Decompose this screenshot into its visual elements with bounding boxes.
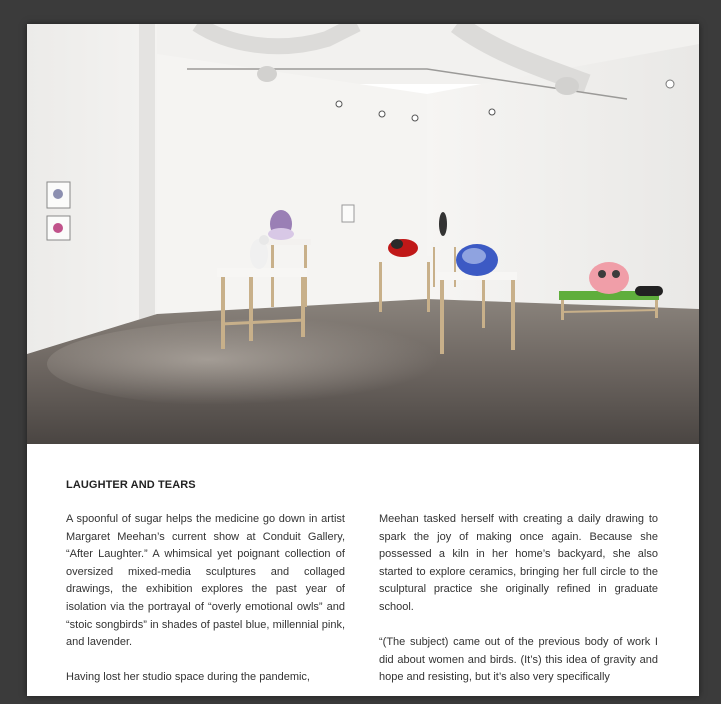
paragraph: Having lost her studio space during the pandemic, — [66, 671, 310, 684]
paragraph: “(The subject) came out of the previous body of work I did about women and birds. (It’s) this idea of gravity and hope and resisting, but it’s also very specifically — [379, 636, 658, 684]
paragraph: Meehan tasked herself with creating a daily drawing to spark the joy of making once again. Because she possessed a kiln in her home’s backyard, she also started to explore ceramics, bringing her full circle to the sculptural practice she originally refined in graduate school. — [379, 513, 658, 613]
gallery-photo — [27, 24, 699, 444]
right-column — [379, 511, 658, 696]
left-column — [66, 511, 345, 696]
magazine-page — [27, 24, 699, 696]
article-heading: LAUGHTER AND TEARS — [66, 479, 196, 491]
paragraph: A spoonful of sugar helps the medicine go down in artist Margaret Meehan’s current show at Conduit Gallery, “After Laughter.” A whimsical yet poignant collection of oversized mixed-media sculptures and collaged drawings, the exhibition explores the past year of isolation via the portrayal of “overly emotional owls” and “stoic songbirds” in shades of pastel blue, millennial pink, and lavender. — [66, 513, 345, 649]
article-body — [27, 444, 699, 696]
